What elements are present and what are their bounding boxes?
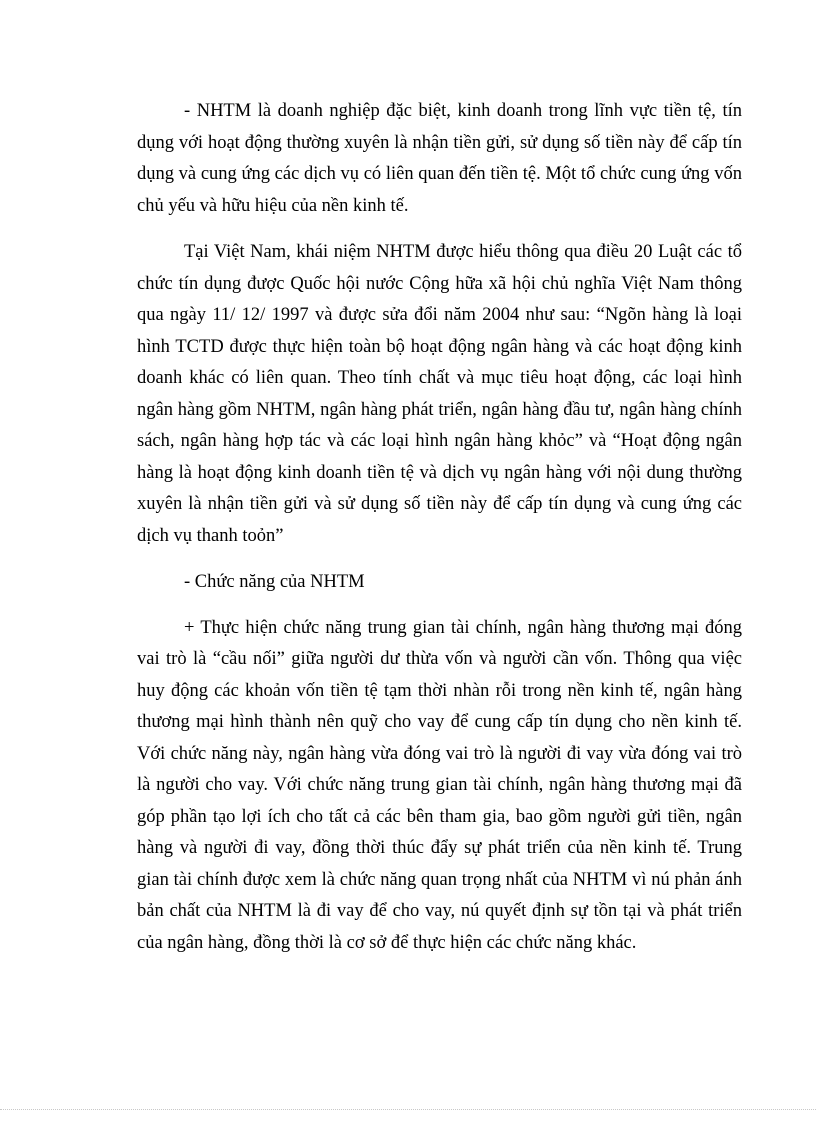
page-bottom-divider [0, 1109, 816, 1110]
paragraph-financial-intermediary-function: + Thực hiện chức năng trung gian tài chính, ngân hàng thương mại đóng vai trò là “cầu nối” giữa người dư thừa vốn và người cần vốn. Thông qua việc huy động các khoản vốn tiền tệ tạm thời nhàn rỗi trong nền kinh tế, ngân hàng thương mại hình thành nên quỹ cho vay để cung cấp tín dụng cho nền kinh tế. Với chức năng này, ngân hàng vừa đóng vai trò là người đi vay vừa đóng vai trò là người cho vay. Với chức năng trung gian tài chính, ngân hàng thương mại đã góp phần tạo lợi ích cho tất cả các bên tham gia, bao gồm người gửi tiền, ngân hàng và người đi vay, đồng thời thúc đẩy sự phát triển của nền kinh tế. Trung gian tài chính được xem là chức năng quan trọng nhất của NHTM vì nú phản ánh bản chất của NHTM là đi vay để cho vay, nú quyết định sự tồn tại và phát triển của ngân hàng, đồng thời là cơ sở để thực hiện các chức năng khác. [137, 617, 742, 953]
paragraph-functions-heading: - Chức năng của NHTM [184, 572, 365, 592]
paragraph-vietnam-law-definition: Tại Việt Nam, khái niệm NHTM được hiểu thông qua điều 20 Luật các tổ chức tín dụng được Quốc hội nước Cộng hữa xã hội chủ nghĩa Việt Nam thông qua ngày 11/ 12/ 1997 và được sửa đổi năm 2004 như sau: “Ngõn hàng là loại hình TCTD được thực hiện toàn bộ hoạt động ngân hàng và các hoạt động kinh doanh khác có liên quan. Theo tính chất và mục tiêu hoạt động, các loại hình ngân hàng gồm NHTM, ngân hàng phát triển, ngân hàng đầu tư, ngân hàng chính sách, ngân hàng hợp tác và các loại hình ngân hàng khỏc” và “Hoạt động ngân hàng là hoạt động kinh doanh tiền tệ và dịch vụ ngân hàng với nội dung thường xuyên là nhận tiền gửi và sử dụng số tiền này để cấp tín dụng và cung ứng các dịch vụ thanh toỏn” [137, 242, 742, 546]
document-body [137, 96, 742, 974]
paragraph-nhtm-definition: - NHTM là doanh nghiệp đặc biệt, kinh doanh trong lĩnh vực tiền tệ, tín dụng với hoạt động thường xuyên là nhận tiền gửi, sử dụng số tiền này để cấp tín dụng và cung ứng các dịch vụ có liên quan đến tiền tệ. Một tổ chức cung ứng vốn chủ yếu và hữu hiệu của nền kinh tế. [137, 101, 742, 216]
